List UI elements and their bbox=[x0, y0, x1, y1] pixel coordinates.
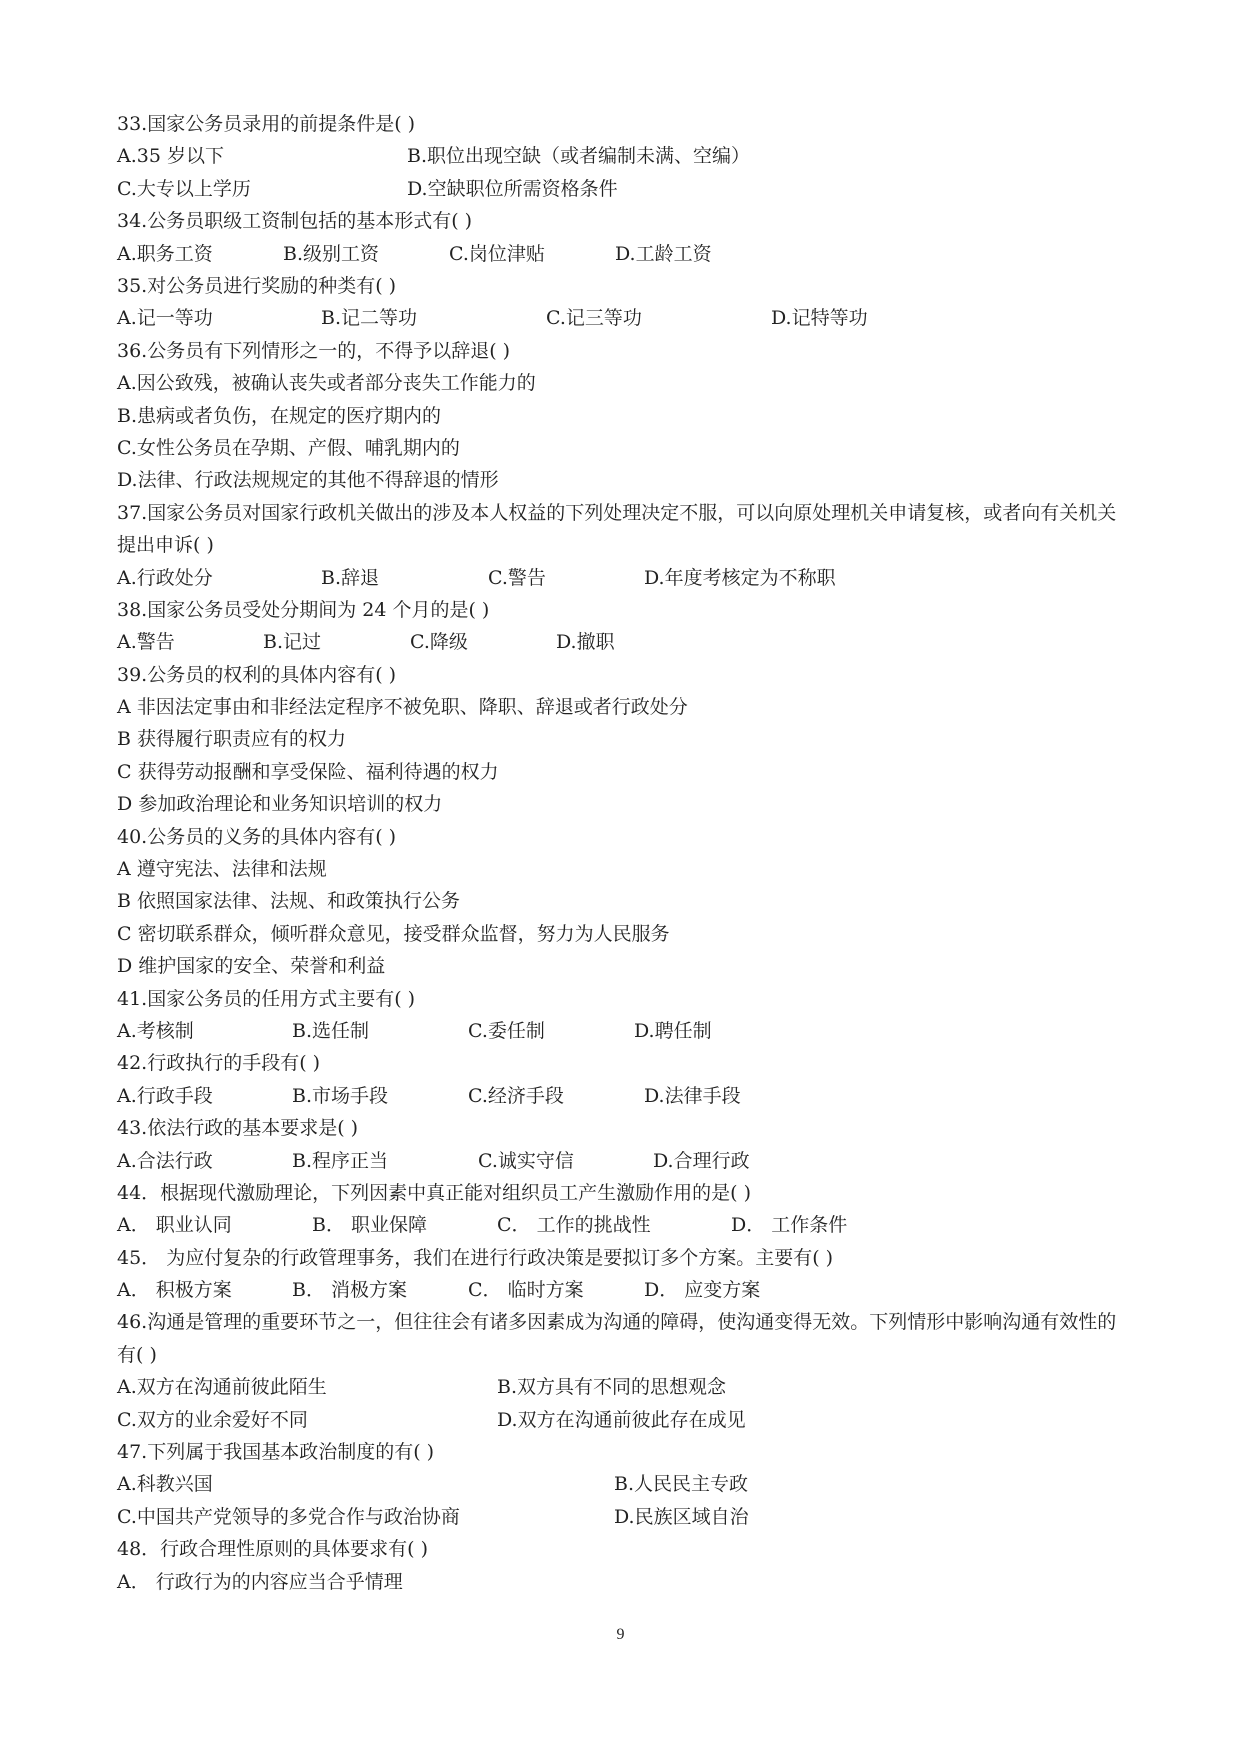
option: B.程序正当 bbox=[292, 1149, 389, 1172]
option: A 遵守宪法、法律和法规 bbox=[117, 858, 327, 881]
question-stem: 40.公务员的义务的具体内容有( ) bbox=[117, 825, 397, 848]
option-row bbox=[117, 1371, 1127, 1403]
option: C． 临时方案 bbox=[468, 1279, 584, 1302]
question-stem: 39.公务员的权利的具体内容有( ) bbox=[117, 663, 397, 686]
question-stem: 41.国家公务员的任用方式主要有( ) bbox=[117, 987, 416, 1010]
option: C.岗位津贴 bbox=[449, 242, 545, 265]
option: B.双方具有不同的思想观念 bbox=[497, 1376, 727, 1399]
option: A.合法行政 bbox=[117, 1149, 213, 1172]
option: D.聘任制 bbox=[634, 1019, 712, 1042]
option: C.诚实守信 bbox=[478, 1149, 574, 1172]
option: A.记一等功 bbox=[117, 307, 213, 330]
option-row bbox=[117, 238, 1127, 270]
option-row bbox=[117, 173, 1127, 205]
option: D.法律、行政法规规定的其他不得辞退的情形 bbox=[117, 469, 499, 492]
option: B 获得履行职责应有的权力 bbox=[117, 728, 347, 751]
option: A.考核制 bbox=[117, 1019, 194, 1042]
option: A.警告 bbox=[117, 631, 175, 654]
question-stem: 33.国家公务员录用的前提条件是( ) bbox=[117, 113, 416, 135]
option: D 维护国家的安全、荣誉和利益 bbox=[117, 955, 386, 978]
option-row bbox=[117, 1501, 1127, 1533]
option: A.行政处分 bbox=[117, 566, 213, 589]
option: B.级别工资 bbox=[283, 242, 380, 265]
exam-page bbox=[117, 108, 1127, 1598]
option: C.委任制 bbox=[468, 1019, 545, 1042]
option: D 参加政治理论和业务知识培训的权力 bbox=[117, 793, 443, 816]
question-stem: 34.公务员职级工资制包括的基本形式有( ) bbox=[117, 210, 473, 233]
question-stem: 36.公务员有下列情形之一的，不得予以辞退( ) bbox=[117, 339, 511, 362]
option-row bbox=[117, 1080, 1127, 1112]
option: B 依照国家法律、法规、和政策执行公务 bbox=[117, 890, 461, 913]
option-row bbox=[117, 1145, 1127, 1177]
option: B.辞退 bbox=[321, 566, 380, 589]
option: C.记三等功 bbox=[546, 307, 642, 330]
option: B． 职业保障 bbox=[312, 1214, 428, 1237]
option: C． 工作的挑战性 bbox=[497, 1214, 651, 1237]
question-stem: 46.沟通是管理的重要环节之一，但往往会有诸多因素成为沟通的障碍，使沟通变得无效。下列情形中影响沟通有效性的有( ) bbox=[117, 1311, 1117, 1366]
option-row bbox=[117, 140, 1127, 172]
question-stem: 42.行政执行的手段有( ) bbox=[117, 1052, 321, 1075]
page-number: 9 bbox=[616, 1626, 625, 1643]
option: C 获得劳动报酬和享受保险、福利待遇的权力 bbox=[117, 760, 499, 783]
option: D.记特等功 bbox=[771, 307, 868, 330]
option: D.合理行政 bbox=[653, 1149, 750, 1172]
option: C.经济手段 bbox=[468, 1084, 564, 1107]
option-row bbox=[117, 302, 1127, 334]
option: B.职位出现空缺（或者编制未满、空编） bbox=[407, 145, 751, 168]
question-stem: 35.对公务员进行奖励的种类有( ) bbox=[117, 274, 397, 297]
option: B.患病或者负伤，在规定的医疗期内的 bbox=[117, 404, 442, 427]
option: A.行政手段 bbox=[117, 1084, 213, 1107]
option-row bbox=[117, 1274, 1127, 1306]
option: B.选任制 bbox=[292, 1019, 370, 1042]
option: A.35 岁以下 bbox=[117, 145, 224, 168]
option: D.民族区域自治 bbox=[614, 1505, 749, 1528]
option: D． 应变方案 bbox=[644, 1279, 761, 1302]
question-stem: 47.下列属于我国基本政治制度的有( ) bbox=[117, 1441, 435, 1464]
option: C.中国共产党领导的多党合作与政治协商 bbox=[117, 1505, 460, 1528]
question-stem: 37.国家公务员对国家行政机关做出的涉及本人权益的下列处理决定不服，可以向原处理机关申请复核，或者向有关机关提出申诉( ) bbox=[117, 501, 1117, 557]
option: C 密切联系群众，倾听群众意见，接受群众监督，努力为人民服务 bbox=[117, 922, 670, 945]
option-row bbox=[117, 1209, 1127, 1241]
option: B.记二等功 bbox=[321, 307, 418, 330]
question-stem: 43.依法行政的基本要求是( ) bbox=[117, 1117, 359, 1140]
option-row bbox=[117, 1468, 1127, 1500]
option: B.记过 bbox=[263, 631, 322, 654]
option: A.科教兴国 bbox=[117, 1473, 213, 1496]
option: C.警告 bbox=[488, 566, 546, 589]
question-stem: 45． 为应付复杂的行政管理事务，我们在进行行政决策是要拟订多个方案。主要有( ) bbox=[117, 1246, 834, 1269]
option-row bbox=[117, 562, 1127, 594]
option: C.双方的业余爱好不同 bbox=[117, 1408, 308, 1431]
option: C.降级 bbox=[410, 631, 468, 654]
option: A 非因法定事由和非经法定程序不被免职、降职、辞退或者行政处分 bbox=[117, 696, 688, 719]
option: D． 工作条件 bbox=[731, 1214, 848, 1237]
option-row bbox=[117, 626, 1127, 658]
option: D.撤职 bbox=[556, 631, 615, 654]
option-row bbox=[117, 1015, 1127, 1047]
question-stem: 38.国家公务员受处分期间为 24 个月的是( ) bbox=[117, 598, 490, 621]
question-stem: 44．根据现代激励理论，下列因素中真正能对组织员工产生激励作用的是( ) bbox=[117, 1181, 752, 1204]
option: D.法律手段 bbox=[644, 1084, 741, 1107]
option: A.双方在沟通前彼此陌生 bbox=[117, 1376, 327, 1399]
option: A． 行政行为的内容应当合乎情理 bbox=[117, 1570, 403, 1593]
option: D.工龄工资 bbox=[615, 242, 712, 265]
option: B.市场手段 bbox=[292, 1084, 389, 1107]
option: A． 积极方案 bbox=[117, 1279, 232, 1302]
question-stem: 48．行政合理性原则的具体要求有( ) bbox=[117, 1538, 429, 1561]
option: C.大专以上学历 bbox=[117, 177, 251, 200]
option: A.因公致残，被确认丧失或者部分丧失工作能力的 bbox=[117, 372, 536, 395]
option: B． 消极方案 bbox=[292, 1279, 408, 1302]
option: D.空缺职位所需资格条件 bbox=[407, 177, 618, 200]
option: D.双方在沟通前彼此存在成见 bbox=[497, 1408, 746, 1431]
option: C.女性公务员在孕期、产假、哺乳期内的 bbox=[117, 436, 460, 459]
option: D.年度考核定为不称职 bbox=[644, 566, 836, 589]
option: B.人民民主专政 bbox=[614, 1473, 749, 1496]
option: A． 职业认同 bbox=[117, 1214, 232, 1237]
option-row bbox=[117, 1404, 1127, 1436]
option: A.职务工资 bbox=[117, 242, 213, 265]
